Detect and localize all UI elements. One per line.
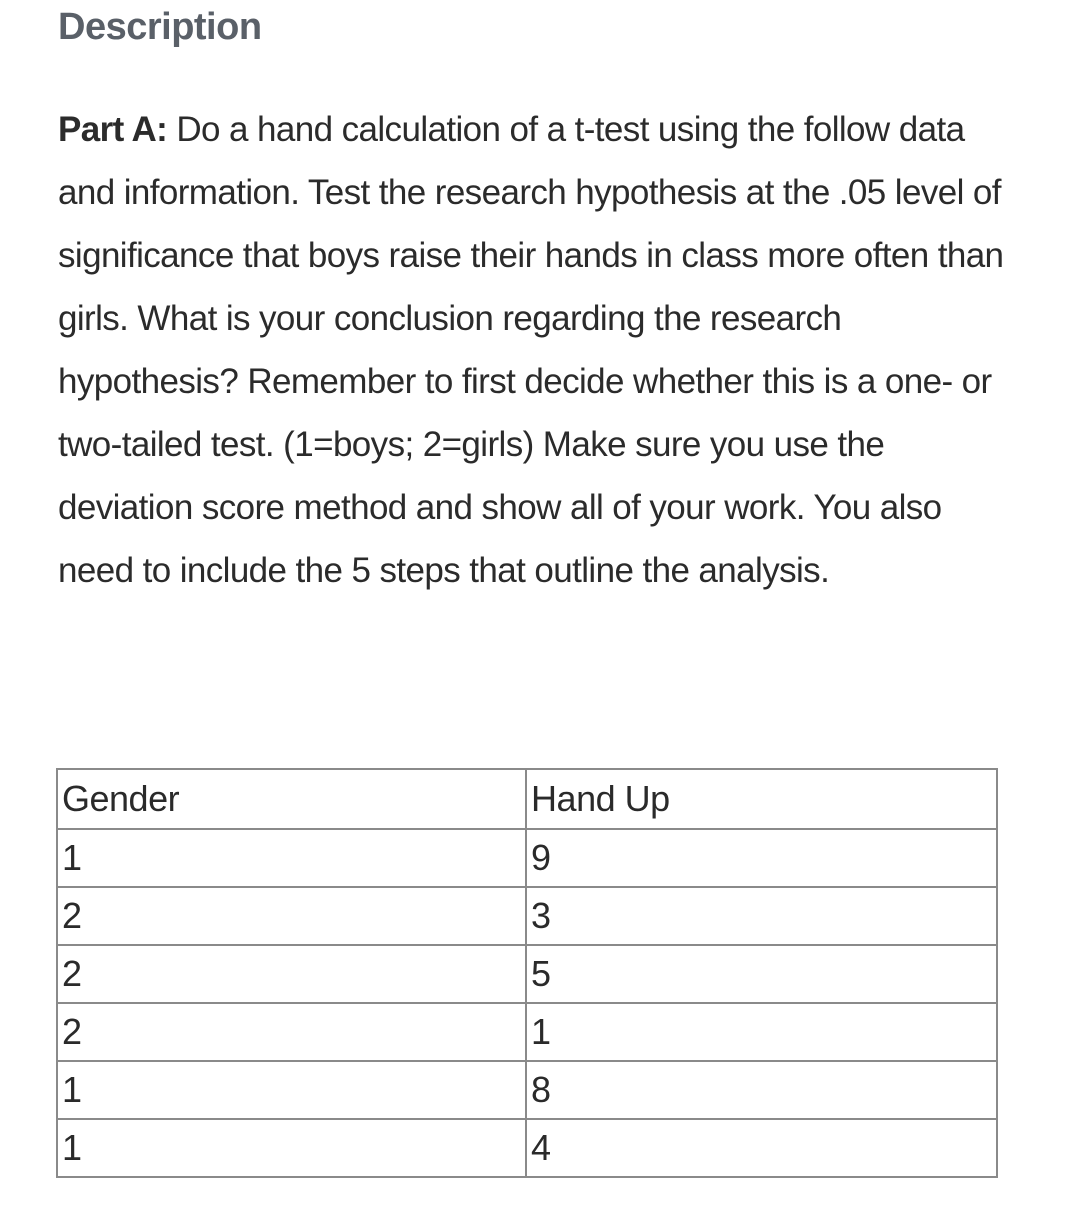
data-table <box>56 768 998 1178</box>
column-header-hand-up: Hand Up <box>526 769 997 829</box>
table-row <box>57 887 997 945</box>
table-row <box>57 1119 997 1177</box>
table-header-row <box>57 769 997 829</box>
gender-cell: 2 <box>57 945 526 1003</box>
table-row <box>57 1003 997 1061</box>
hand-up-cell: 8 <box>526 1061 997 1119</box>
question-body: Do a hand calculation of a t-test using the follow data and information. Test the research hypothesis at the .05 level of significance that boys raise their hands in class more often than girls. What is your conclusion regarding the research hypothesis? Remember to first decide whether this is a one- or two-tailed test. (1=boys; 2=girls) Make sure you use the deviation score method and show all of your work. You also need to include the 5 steps that outline the analysis. <box>58 110 1004 590</box>
table-row <box>57 829 997 887</box>
question-text <box>58 98 1018 602</box>
hand-up-cell: 9 <box>526 829 997 887</box>
gender-cell: 1 <box>57 829 526 887</box>
gender-cell: 1 <box>57 1061 526 1119</box>
gender-cell: 1 <box>57 1119 526 1177</box>
hand-up-cell: 5 <box>526 945 997 1003</box>
table-row <box>57 1061 997 1119</box>
hand-up-cell: 1 <box>526 1003 997 1061</box>
table-row <box>57 945 997 1003</box>
gender-cell: 2 <box>57 887 526 945</box>
question-lead: Part A: <box>58 110 168 149</box>
hand-up-cell: 3 <box>526 887 997 945</box>
gender-cell: 2 <box>57 1003 526 1061</box>
section-heading: Description <box>58 6 262 48</box>
hand-up-cell: 4 <box>526 1119 997 1177</box>
column-header-gender: Gender <box>57 769 526 829</box>
